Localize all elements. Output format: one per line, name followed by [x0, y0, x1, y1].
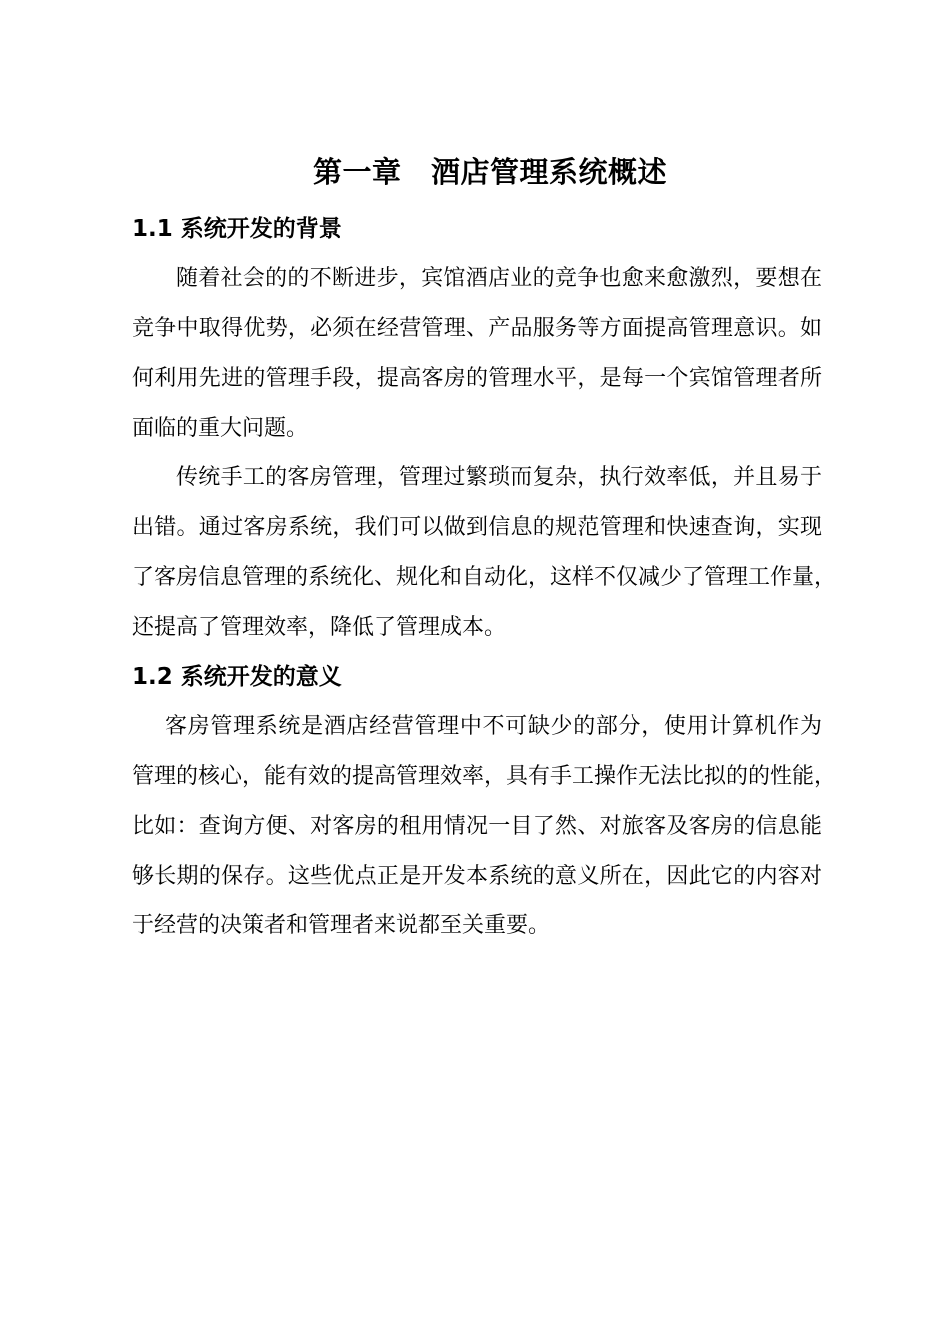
section-heading-1-1: 1.1 系统开发的背景 [132, 216, 342, 242]
paragraph-line: 随着社会的的不断进步，宾馆酒店业的竞争也愈来愈激烈，要想在 [176, 266, 822, 291]
paragraph-line: 客房管理系统是酒店经营管理中不可缺少的部分，使用计算机作为 [165, 714, 822, 739]
paragraph-line: 传统手工的客房管理，管理过繁琐而复杂，执行效率低，并且易于 [176, 465, 822, 490]
paragraph-line: 还提高了管理效率，降低了管理成本。 [132, 615, 507, 640]
paragraph-line: 于经营的决策者和管理者来说都至关重要。 [132, 913, 551, 938]
paragraph-line: 管理的核心，能有效的提高管理效率，具有手工操作无法比拟的的性能， [132, 764, 837, 789]
paragraph-line: 了客房信息管理的系统化、规化和自动化，这样不仅减少了管理工作量， [132, 565, 837, 590]
paragraph-line: 何利用先进的管理手段，提高客房的管理水平，是每一个宾馆管理者所 [132, 366, 822, 391]
paragraph-line: 竞争中取得优势，必须在经营管理、产品服务等方面提高管理意识。如 [132, 316, 822, 341]
paragraph-line: 出错。通过客房系统，我们可以做到信息的规范管理和快速查询，实现 [132, 515, 822, 540]
paragraph-line: 比如：查询方便、对客房的租用情况一目了然、对旅客及客房的信息能 [132, 814, 822, 839]
paragraph-line: 面临的重大问题。 [132, 416, 309, 441]
section-heading-1-2: 1.2 系统开发的意义 [132, 664, 342, 690]
chapter-title: 第一章 酒店管理系统概述 [312, 155, 667, 189]
paragraph-line: 够长期的保存。这些优点正是开发本系统的意义所在，因此它的内容对 [132, 864, 822, 889]
